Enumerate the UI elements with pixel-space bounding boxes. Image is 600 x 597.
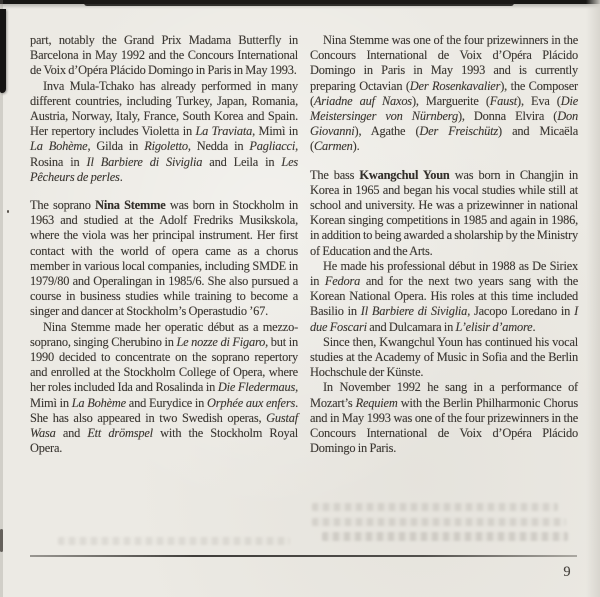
text-run: The soprano xyxy=(30,198,96,213)
text-run: He made his professional début in 1988 as De Siriex in xyxy=(310,258,578,289)
text-run: ), Agathe ( xyxy=(354,124,420,139)
text-run: and xyxy=(55,426,88,441)
paragraph xyxy=(310,380,578,456)
text-run: ) and Micaëla ( xyxy=(310,124,578,154)
italic-text: Die Meistersinger von Nürnberg xyxy=(310,93,578,124)
text-run: was born in Changjin in Korea in 1965 and began his vocal studies while still at school and university. He was a prizewinner in national Korean singing competitions in 1985 and again in 1986, in addition to being awarded a sholarship by the Ministry of Education and the Arts. xyxy=(310,167,579,258)
text-run: . xyxy=(532,319,536,334)
paragraph xyxy=(310,335,578,381)
paragraph xyxy=(30,198,298,320)
italic-text: Il Barbiere di Siviglia xyxy=(360,304,468,319)
italic-text: Le nozze di Figaro xyxy=(176,334,266,349)
paragraph xyxy=(30,320,298,457)
paragraph xyxy=(310,168,578,259)
text-run: and Eurydice in xyxy=(125,395,208,410)
text-run: ), Donna Elvira ( xyxy=(457,109,558,124)
scan-edge-left xyxy=(0,9,6,93)
text-run: was born in Stockholm in 1963 and studied at the Adolf Fredriks Musikskola, where the viola was her principal instrument. Her first contact with the world of opera came as a chorus member in various local companies, including SMDE in 1979/80 and Operalingan in 1985/6. She also pursued a course in business studies while training to become a singer and dancer at Stockholm’s Operastudio ’67. xyxy=(30,198,298,319)
italic-text: Der Rosenkavalier xyxy=(409,78,501,93)
text-run: In November 1992 he sang in a performance of Mozart’s xyxy=(310,380,578,410)
italic-text: La Bohème xyxy=(30,139,88,154)
text-run: , Mimì in xyxy=(252,124,298,139)
italic-text: Fedora xyxy=(324,274,361,289)
italic-text: Rigoletto xyxy=(144,139,188,154)
italic-text: Orphée aux enfers xyxy=(207,395,296,410)
show-through-text xyxy=(312,518,566,526)
text-run: , Rosina in xyxy=(30,139,298,169)
text-run: . xyxy=(119,169,123,184)
text-run: . She has also appeared in two Swedish operas, xyxy=(30,395,298,425)
paragraph xyxy=(30,33,298,79)
page-number: 9 xyxy=(563,564,571,580)
text-run: and for the next two years sang with the Korean National Opera. His roles at this time included Basilio in xyxy=(310,274,579,319)
paragraph xyxy=(30,79,298,185)
left-column xyxy=(30,33,298,456)
text-run: , but in 1990 decided to concentrate on the soprano repertory and enrolled at the Stockholm College of Opera, where her roles included Ida and Rosalinda in xyxy=(30,334,298,395)
bold-text: Nina Stemme xyxy=(95,198,166,213)
show-through-text xyxy=(312,503,558,511)
text-run: ), Eva ( xyxy=(517,93,561,108)
paragraph xyxy=(310,259,578,335)
italic-text: Ariadne auf Naxos xyxy=(313,93,412,108)
italic-text: Les Pêcheurs de perles xyxy=(30,154,299,184)
text-run: The bass xyxy=(310,167,360,182)
italic-text: L’elisir d’amore xyxy=(455,319,533,334)
text-run: Since then, Kwangchul Youn has continued his vocal studies at the Academy of Music in Sofia and the Berlin Hochschule der Künste. xyxy=(310,334,578,380)
text-run: and Dulcamara in xyxy=(366,319,456,334)
italic-text: Gustaf Wasa xyxy=(30,410,298,441)
text-run: with the Stockholm Royal Opera. xyxy=(30,426,298,456)
paragraph xyxy=(310,33,578,155)
text-run: with the Berlin Philharmonic Chorus and in May 1993 was one of the four prizewinners in the Concours International de Voix d’Opéra Plácido Domingo in Paris. xyxy=(310,395,578,456)
text-run: Nina Stemme was one of the four prizewinners in the Concours International de Voix d’Opéra Plácido Domingo in Paris in May 1993 and is currently preparing Octavian ( xyxy=(310,33,578,93)
italic-text: Ett drömspel xyxy=(87,426,153,441)
show-through-text xyxy=(58,537,290,545)
italic-text: Requiem xyxy=(355,395,398,410)
scan-edge-top-shadow xyxy=(84,0,514,6)
page-gutter-shadow xyxy=(586,0,600,597)
text-run: , Gilda in xyxy=(87,139,145,154)
scan-mark-bottom-left xyxy=(0,529,3,552)
footer-rule xyxy=(30,555,577,557)
text-run: , Mimì in xyxy=(30,380,298,410)
italic-text: La Bohème xyxy=(71,395,126,410)
italic-text: Don Giovanni xyxy=(310,109,578,139)
scan-speck xyxy=(7,210,9,213)
text-run: Inva Mula-Tchako has already performed in many different countries, including Turkey, Japan, Romania, Austria, Norway, Italy, France, South Korea and Spain. Her repertory includes Violetta in xyxy=(30,78,298,139)
text-run: , Nedda in xyxy=(187,139,250,154)
show-through-text xyxy=(322,532,568,541)
italic-text: I due Foscari xyxy=(310,304,579,334)
italic-text: La Traviata xyxy=(195,124,253,139)
text-run: Nina Stemme made her operatic début as a mezzo-soprano, singing Cherubino in xyxy=(30,319,298,349)
italic-text: Il Barbiere di Siviglia xyxy=(86,154,203,169)
right-column xyxy=(310,33,578,456)
italic-text: Der Freischütz xyxy=(419,124,499,139)
bold-text: Kwangchul Youn xyxy=(359,167,450,182)
text-run: part, notably the Grand Prix Madama Butterfly in Barcelona in May 1992 and the Concours International de Voix d’Opéra Plácido Domingo in Paris in May 1993. xyxy=(30,33,298,78)
italic-text: Carmen xyxy=(313,139,353,154)
italic-text: Faust xyxy=(489,93,518,108)
text-run: , Jacopo Loredano in xyxy=(467,304,575,319)
text-run: and Leila in xyxy=(202,154,282,169)
text-run: ), the Composer ( xyxy=(310,78,578,108)
text-columns xyxy=(30,33,578,456)
italic-text: Die Fledermaus xyxy=(217,380,296,395)
italic-text: Pagliacci xyxy=(249,139,296,154)
text-run: ). xyxy=(352,139,360,154)
text-run: ), Marguerite ( xyxy=(411,93,490,108)
